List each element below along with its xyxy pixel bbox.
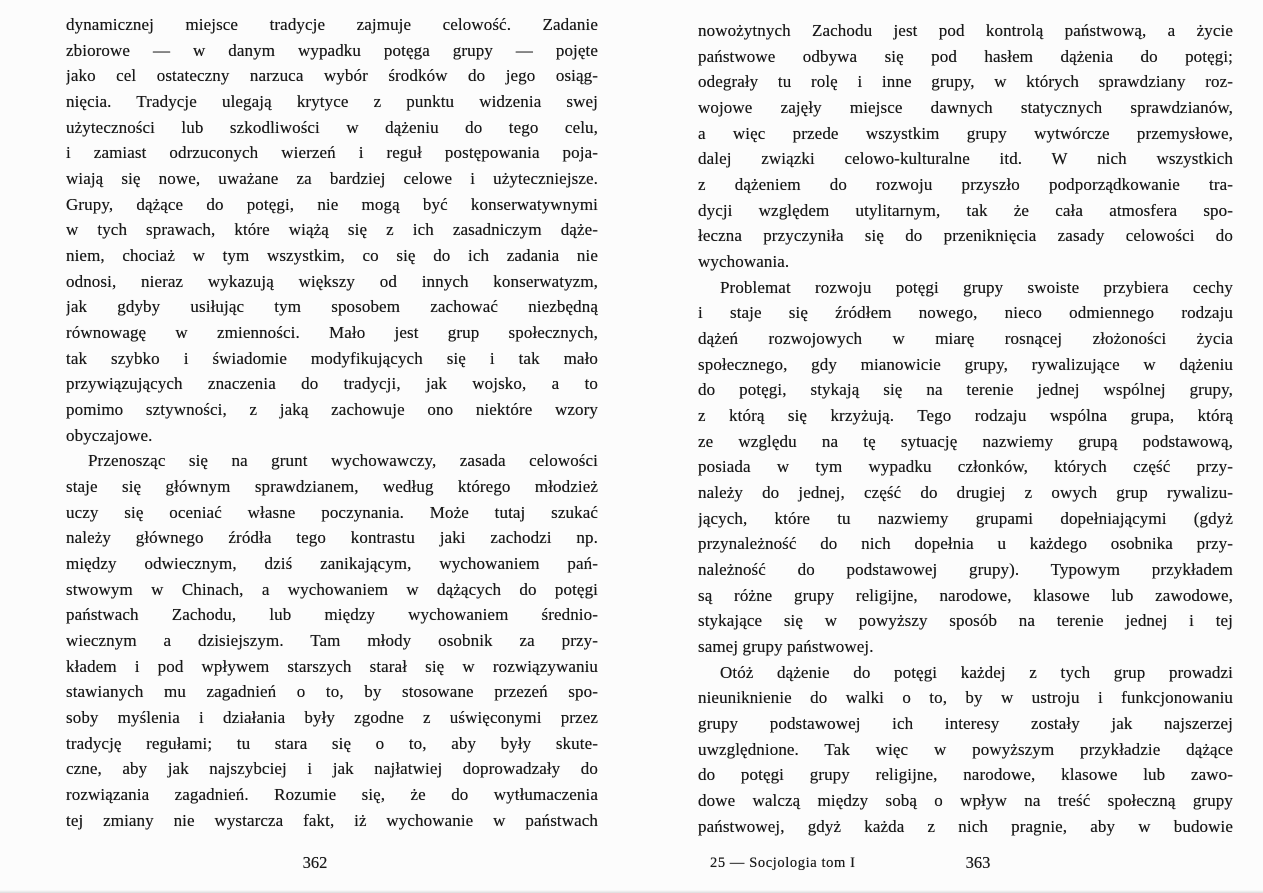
text-line: dycji względem utylitarnym, tak że cała atmosfera spo- bbox=[698, 200, 1233, 220]
text-line: obyczajowe. bbox=[66, 425, 153, 445]
text-line: państwowe odbywa się pod hasłem dążenia do potęgi; bbox=[698, 46, 1233, 66]
text-line: równowagę w zmienności. Mało jest grup społecznych, bbox=[66, 323, 598, 343]
text-line: wychowania. bbox=[698, 252, 790, 272]
text-line: przynależność do nich dopełnia u każdego osobnika przy- bbox=[698, 534, 1233, 554]
text-line: uwzględnione. Tak więc w powyższym przykładzie dążące bbox=[698, 739, 1233, 759]
text-line: nowożytnych Zachodu jest pod kontrolą państwową, a życie bbox=[698, 21, 1233, 40]
text-line: należy do jednej, część do drugiej z owych grup rywalizu- bbox=[698, 483, 1233, 503]
text-line: zbiorowe — w danym wypadku potęga grupy — pojęte bbox=[66, 40, 598, 60]
text-line: czne, aby jak najszybciej i jak najłatwiej doprowadzały do bbox=[66, 759, 598, 779]
text-line: do potęgi grupy religijne, narodowe, klasowe lub zawo- bbox=[698, 765, 1233, 785]
text-line: wojowe zajęły miejsce dawnych statycznych sprawdzianów, bbox=[698, 98, 1233, 118]
text-line: dynamicznej miejsce tradycje zajmuje celowość. Zadanie bbox=[66, 15, 598, 34]
text-line: przywiązujących znaczenia do tradycji, jak wojsko, a to bbox=[66, 374, 598, 394]
text-line: państwach Zachodu, lub między wychowaniem średnio- bbox=[66, 605, 598, 625]
text-line: soby myślenia i działania były zgodne z uświęconymi przez bbox=[66, 708, 598, 728]
left-page-number: 362 bbox=[302, 853, 328, 872]
text-line: grupy podstawowej ich interesy zostały jak najszerzej bbox=[698, 714, 1233, 734]
text-line: jących, które tu nazwiemy grupami dopełniającymi (gdyż bbox=[698, 508, 1233, 528]
text-line: i staje się źródłem nowego, nieco odmiennego rodzaju bbox=[698, 303, 1233, 323]
text-line: jako cel ostateczny narzuca wybór środków do jego osiąg- bbox=[66, 66, 598, 86]
text-line: w tych sprawach, które wiążą się z ich zasadniczym dąże- bbox=[66, 220, 598, 240]
text-line: Otóż dążenie do potęgi każdej z tych grup prowadzi bbox=[720, 662, 1233, 682]
text-line: a więc przede wszystkim grupy wytwórcze przemysłowe, bbox=[698, 123, 1233, 143]
text-line: z którą się krzyżują. Tego rodzaju wspólna grupa, którą bbox=[698, 406, 1233, 426]
book-volume-note: 25 — Socjologia tom I bbox=[710, 855, 856, 871]
text-line: łeczna przyczyniła się do przeniknięcia zasady celowości do bbox=[698, 226, 1233, 246]
text-line: kładem i pod wpływem starszych starał się w rozwiązywaniu bbox=[66, 656, 598, 676]
left-page-text bbox=[66, 12, 598, 834]
text-line: staje się głównym sprawdzianem, według którego młodzież bbox=[66, 477, 598, 497]
text-line: jak gdyby usiłując tym sposobem zachować niezbędną bbox=[66, 297, 598, 317]
text-line: rozwiązania zagadnień. Rozumie się, że do wytłumaczenia bbox=[66, 785, 598, 805]
text-line: stawianych mu zagadnień o to, by stosowane przezeń spo- bbox=[66, 682, 598, 702]
text-line: uczy się oceniać własne poczynania. Może tutaj szukać bbox=[66, 502, 598, 522]
text-line: są różne grupy religijne, narodowe, klasowe lub zawodowe, bbox=[698, 585, 1233, 605]
text-line: do potęgi, stykają się na terenie jednej wspólnej grupy, bbox=[698, 380, 1233, 400]
text-line: stykające się w powyższy sposób na terenie jednej i tej bbox=[698, 611, 1233, 631]
right-page-number: 363 bbox=[965, 853, 991, 872]
text-line: należy głównego źródła tego kontrastu jaki zachodzi np. bbox=[66, 528, 598, 548]
text-line: tej zmiany nie wystarcza fakt, iż wychowanie w państwach bbox=[66, 810, 598, 830]
text-line: i zamiast odrzuconych wierzeń i reguł postępowania poja- bbox=[66, 143, 598, 163]
text-line: nięcia. Tradycje ulegają krytyce z punktu widzenia swej bbox=[66, 92, 598, 112]
text-line: tradycję regułami; tu stara się o to, aby były skute- bbox=[66, 733, 598, 753]
text-line: między odwiecznym, dziś zanikającym, wychowaniem pań- bbox=[66, 554, 598, 574]
text-line: tak szybko i świadomie modyfikujących się i tak mało bbox=[66, 348, 598, 368]
text-line: wiecznym a dzisiejszym. Tam młody osobnik za przy- bbox=[66, 631, 598, 651]
text-line: niem, chociaż w tym wszystkim, co się do ich zadania nie bbox=[66, 246, 598, 266]
text-line: z dążeniem do rozwoju przyszło podporządkowanie tra- bbox=[698, 175, 1233, 195]
text-line: odnosi, nieraz wykazują większy od innych konserwatyzm, bbox=[66, 271, 598, 291]
text-line: Grupy, dążące do potęgi, nie mogą być konserwatywnymi bbox=[66, 194, 598, 214]
text-line: nieuniknienie do walki o to, by w ustroju i funkcjonowaniu bbox=[698, 688, 1233, 708]
text-line: wiają się nowe, uważane za bardziej celowe i użyteczniejsze. bbox=[66, 169, 598, 189]
text-line: stwowym w Chinach, a wychowaniem w dążących do potęgi bbox=[66, 579, 598, 599]
text-line: Przenosząc się na grunt wychowawczy, zasada celowości bbox=[88, 451, 598, 471]
text-line: dowe walczą między sobą o wpływ na treść społeczną grupy bbox=[698, 791, 1233, 811]
text-line: użyteczności lub szkodliwości w dążeniu do tego celu, bbox=[66, 117, 598, 137]
text-line: samej grupy państwowej. bbox=[698, 637, 874, 657]
text-line: pomimo sztywności, z jaką zachowuje ono niektóre wzory bbox=[66, 400, 598, 420]
text-line: dalej związki celowo-kulturalne itd. W nich wszystkich bbox=[698, 149, 1233, 169]
text-line: państwowej, gdyż każda z nich pragnie, aby w budowie bbox=[698, 816, 1233, 836]
right-page-text bbox=[698, 18, 1233, 840]
text-line: posiada w tym wypadku członków, których część przy- bbox=[698, 457, 1233, 477]
text-line: odegrały tu rolę i inne grupy, w których sprawdziany roz- bbox=[698, 72, 1233, 92]
text-line: dążeń rozwojowych w miarę rosnącej złożoności życia bbox=[698, 329, 1233, 349]
text-line: Problemat rozwoju potęgi grupy swoiste przybiera cechy bbox=[720, 277, 1233, 297]
text-line: społecznego, gdy mianowicie grupy, rywalizujące w dążeniu bbox=[698, 354, 1233, 374]
text-line: ze względu na tę sytuację nazwiemy grupą podstawową, bbox=[698, 431, 1233, 451]
text-line: należność do podstawowej grupy). Typowym przykładem bbox=[698, 560, 1233, 580]
